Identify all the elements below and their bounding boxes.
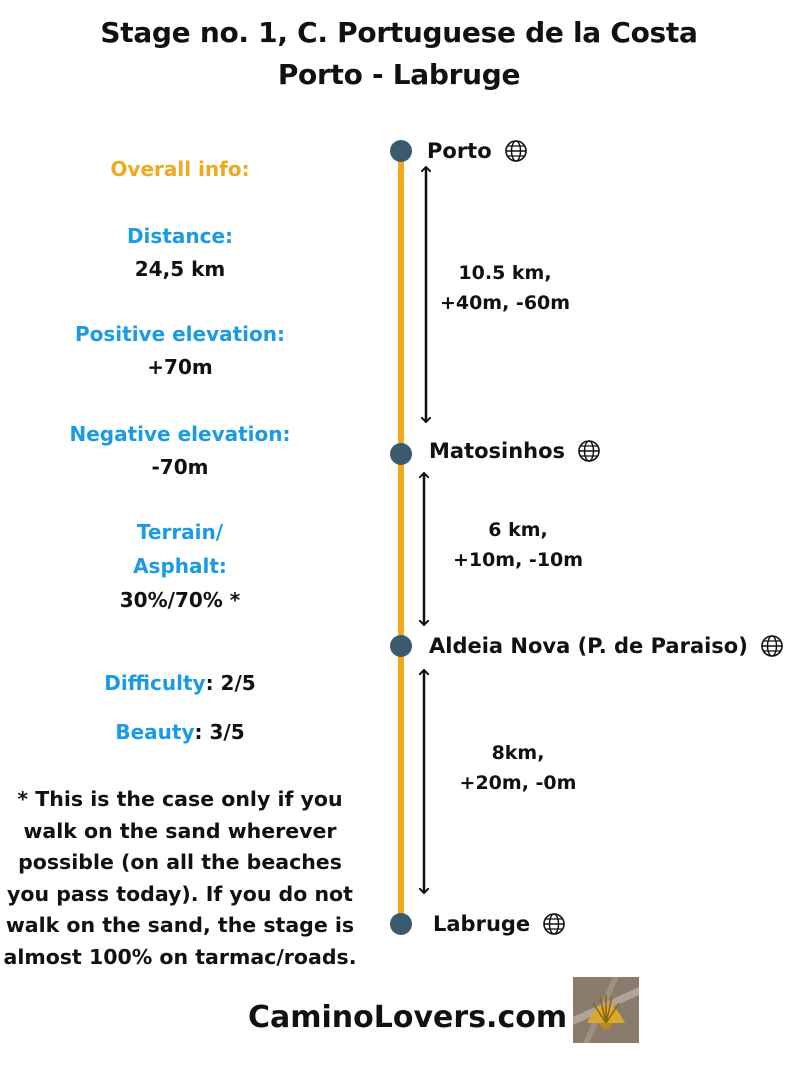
scallop-shell-photo — [573, 977, 639, 1043]
site-name[interactable]: CaminoLovers.com — [248, 1000, 568, 1035]
footnote-line: * This is the case only if you — [17, 787, 343, 811]
stop-matosinhos — [429, 439, 601, 463]
segment-distance: 10.5 km, — [458, 262, 552, 284]
segment-label-2 — [418, 515, 618, 575]
stop-name: Porto — [427, 139, 492, 163]
stop-marker-aldeia-nova — [390, 635, 412, 657]
segment-distance: 6 km, — [488, 519, 548, 541]
stop-name: Matosinhos — [429, 439, 566, 463]
stop-name: Labruge — [433, 912, 531, 936]
segment-distance: 8km, — [491, 742, 545, 764]
segment-label-1 — [405, 258, 605, 318]
asphalt-label: Asphalt: — [133, 554, 227, 578]
footnote-line: walk on the sand wherever — [23, 818, 337, 843]
positive-elevation-label: Positive elevation: — [74, 322, 286, 346]
negative-elevation-label: Negative elevation: — [69, 422, 291, 446]
stop-labruge — [433, 912, 566, 936]
segment-elevation: +10m, -10m — [452, 549, 584, 571]
segment-label-3 — [418, 738, 618, 798]
stop-aldeia-nova — [429, 634, 784, 658]
stop-marker-porto — [390, 140, 412, 162]
beauty-label: Beauty — [115, 720, 195, 744]
footnote-line: almost 100% on tarmac/roads. — [3, 944, 357, 969]
segment-elevation: +40m, -60m — [439, 292, 571, 314]
overall-info-heading: Overall info: — [110, 157, 250, 181]
globe-icon[interactable] — [504, 139, 528, 163]
globe-icon[interactable] — [760, 634, 784, 658]
footnote-line: possible (on all the beaches — [18, 850, 342, 874]
footnote-line: walk on the sand, the stage is — [5, 913, 355, 937]
beauty-value: : 3/5 — [194, 720, 245, 744]
stop-marker-labruge — [390, 913, 412, 935]
segment-elevation: +20m, -0m — [459, 772, 577, 794]
title-line-2: Porto - Labruge — [277, 58, 521, 91]
distance-value: 24,5 km — [134, 257, 226, 281]
terrain-asphalt-value: 30%/70% * — [119, 588, 241, 612]
difficulty-label: Difficulty — [104, 671, 206, 695]
stop-porto — [427, 139, 528, 163]
distance-label: Distance: — [126, 224, 234, 248]
negative-elevation-value: -70m — [151, 455, 209, 479]
title-line-1: Stage no. 1, C. Portuguese de la Costa — [100, 16, 698, 49]
positive-elevation-value: +70m — [147, 355, 213, 379]
globe-icon[interactable] — [577, 439, 601, 463]
globe-icon[interactable] — [542, 912, 566, 936]
difficulty-value: : 2/5 — [205, 671, 256, 695]
stop-marker-matosinhos — [390, 443, 412, 465]
footnote-line: you pass today). If you do not — [7, 881, 353, 906]
stop-name: Aldeia Nova (P. de Paraiso) — [429, 634, 748, 658]
terrain-label: Terrain/ — [136, 520, 224, 544]
